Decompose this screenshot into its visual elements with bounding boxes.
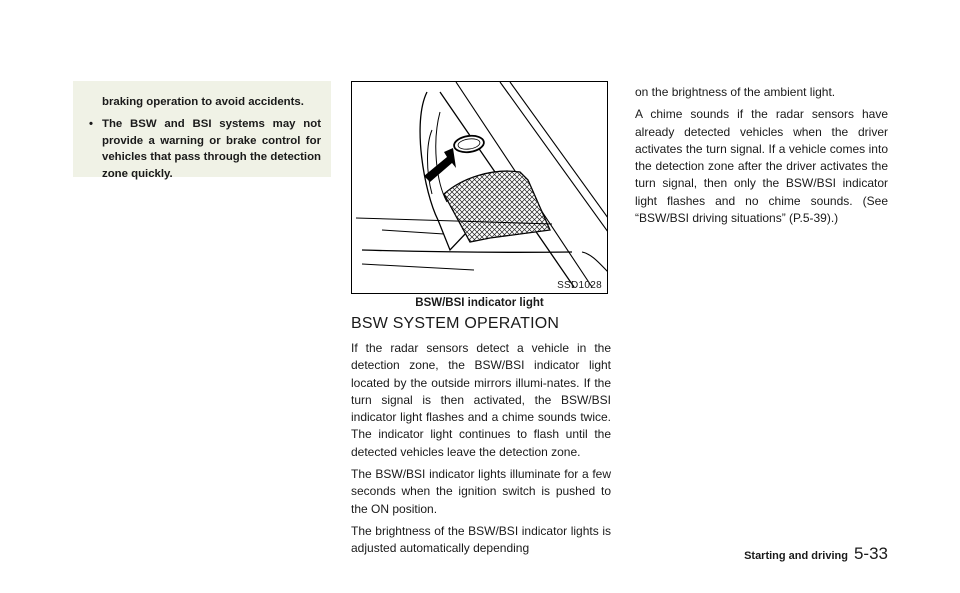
page-number: 5-33 bbox=[853, 544, 888, 563]
paragraph: The brightness of the BSW/BSI indicator lights is adjusted automatically depending bbox=[351, 523, 611, 556]
figure-caption: BSW/BSI indicator light bbox=[415, 297, 544, 309]
middle-column-body bbox=[351, 340, 611, 563]
paragraph: on the brightness of the ambient light. bbox=[635, 85, 836, 99]
footer-section-name: Starting and driving bbox=[744, 550, 848, 562]
figure-id-label: SSD1028 bbox=[557, 280, 602, 291]
right-column-body bbox=[635, 84, 888, 232]
door-mirror-illustration bbox=[352, 82, 608, 294]
indicator-light-illustration bbox=[351, 81, 608, 294]
page-footer bbox=[744, 544, 888, 564]
paragraph: If the radar sensors detect a vehicle in the detection zone, the BSW/BSI indicator light located by the outside mirrors illumi-nates. If the turn signal is then activated, the BSW/BSI indicator light flashes and a chime sounds twice. The indicator light continues to flash until the detected vehicles leave the detection zone. bbox=[351, 341, 611, 459]
caution-continuation: braking operation to avoid accidents. bbox=[102, 96, 304, 108]
caution-box bbox=[73, 81, 331, 181]
section-heading: BSW SYSTEM OPERATION bbox=[351, 315, 560, 332]
caution-bullet-text: The BSW and BSI systems may not provide a warning or brake control for vehicles that pass through the detection zone quickly. bbox=[102, 117, 321, 181]
paragraph: The BSW/BSI indicator lights illuminate for a few seconds when the ignition switch is pushed to the ON position. bbox=[351, 467, 611, 516]
bullet-icon: • bbox=[89, 117, 93, 130]
paragraph: A chime sounds if the radar sensors have already detected vehicles when the driver activates the turn signal. If a vehicle comes into the detection zone after the driver activates the turn signal, then only the BSW/BSI indicator light flashes and no chime sounds. (See “BSW/BSI driving situations” (P.5-39).) bbox=[635, 107, 888, 226]
caution-bullet-item bbox=[89, 116, 321, 183]
